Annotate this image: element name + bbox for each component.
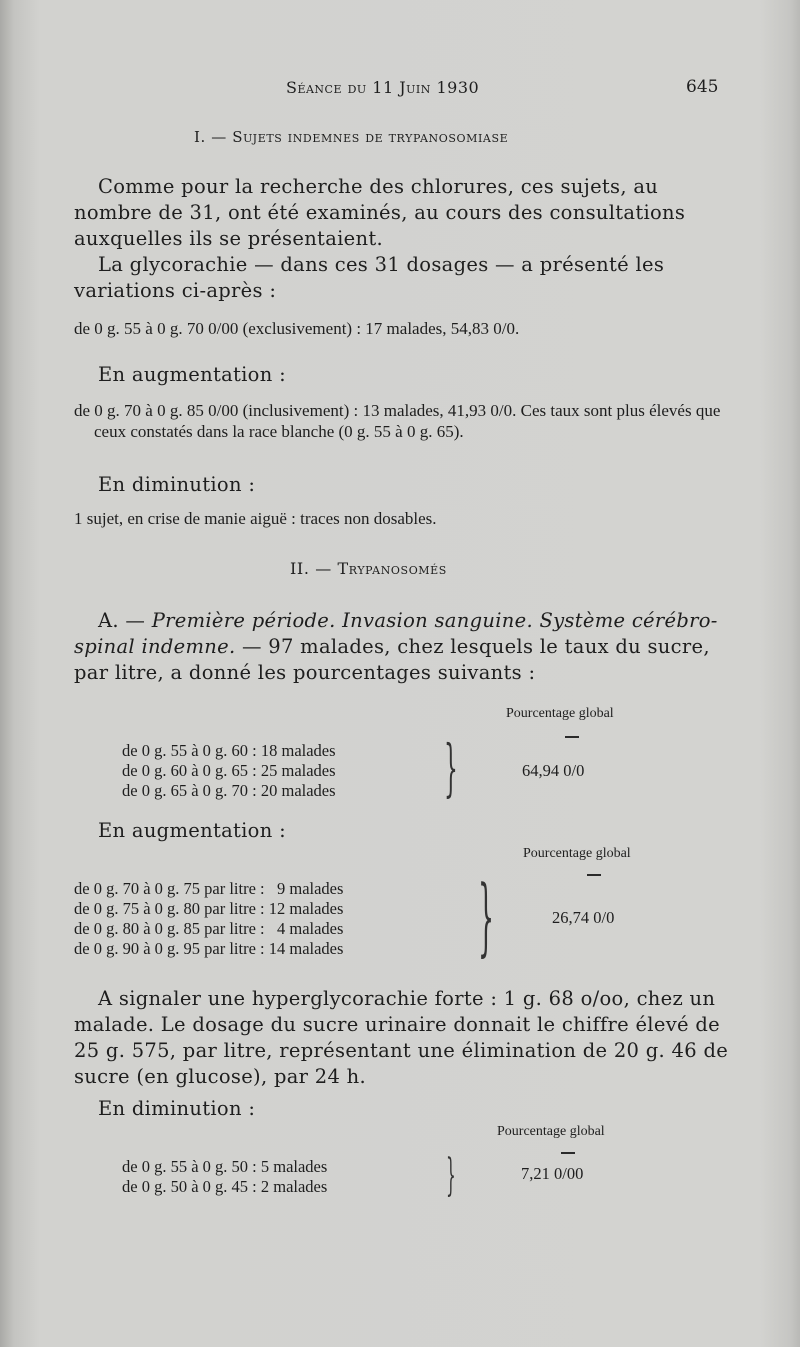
paragraph-a — [74, 608, 734, 686]
page-number: 645 — [686, 77, 719, 97]
table3-header: Pourcentage global — [497, 1124, 605, 1139]
table1-row: de 0 g. 65 à 0 g. 70 : 20 malades — [122, 781, 336, 800]
diminution-label-2: En diminution : — [98, 1097, 256, 1120]
result-line-2: de 0 g. 70 à 0 g. 85 0/00 (inclusivement) : 13 malades, 41,93 0/0. Ces taux sont plus élevés que ceux constatés dans la race blanche (0 g. 55 à 0 g. 65). — [74, 401, 721, 441]
section-heading-1: I. — Sujets indemnes de trypanosomiase — [194, 128, 509, 146]
paragraph-2: La glycorachie — dans ces 31 dosages — a présenté les variations ci-après : — [74, 253, 665, 302]
table3-brace: } — [446, 1150, 456, 1201]
table2-dash — [587, 874, 601, 876]
paragraph-a-prefix: A. — — [98, 609, 146, 632]
paragraph-1: Comme pour la recherche des chlorures, ces sujets, au nombre de 31, ont été examinés, au cours des consultations auxquelles ils se présentaient. — [74, 175, 686, 250]
paragraph-3: A signaler une hyperglycorachie forte : 1 g. 68 o/oo, chez un malade. Le dosage du sucre urinaire donnait le chiffre élevé de 25 g. 575, par litre, représentant une élimination de 20 g. 46 de sucre (en glucose), par 24 h. — [74, 987, 729, 1088]
table1-dash — [565, 736, 579, 738]
table2-row: de 0 g. 75 à 0 g. 80 par litre : 12 malades — [74, 899, 344, 918]
paragraph-a-italic: Première période. Invasion sanguine. Système cérébro-spinal indemne. — [74, 609, 718, 658]
table2-total: 26,74 0/0 — [552, 908, 615, 927]
table3-row: de 0 g. 50 à 0 g. 45 : 2 malades — [122, 1177, 328, 1196]
table1-header: Pourcentage global — [506, 706, 614, 721]
section-heading-2: II. — Trypanosomés — [290, 559, 447, 578]
running-title: Séance du 11 Juin 1930 — [286, 78, 480, 97]
result-line-3: 1 sujet, en crise de manie aiguë : traces non dosables. — [74, 509, 437, 528]
table2-row: de 0 g. 70 à 0 g. 75 par litre : 9 malades — [74, 879, 344, 898]
augmentation-label-2: En augmentation : — [98, 819, 286, 842]
table2-brace: } — [478, 867, 495, 965]
table3-row: de 0 g. 55 à 0 g. 50 : 5 malades — [122, 1157, 328, 1176]
table1-row: de 0 g. 55 à 0 g. 60 : 18 malades — [122, 741, 336, 760]
table3-total: 7,21 0/00 — [521, 1164, 584, 1183]
diminution-label-1: En diminution : — [98, 473, 256, 496]
table2-header: Pourcentage global — [523, 846, 631, 861]
table3-dash — [561, 1152, 575, 1154]
augmentation-label-1: En augmentation : — [98, 363, 286, 386]
table2-row: de 0 g. 80 à 0 g. 85 par litre : 4 malades — [74, 919, 344, 938]
result-line-1: de 0 g. 55 à 0 g. 70 0/00 (exclusivement) : 17 malades, 54,83 0/0. — [74, 319, 520, 338]
table1-row: de 0 g. 60 à 0 g. 65 : 25 malades — [122, 761, 336, 780]
table2-row: de 0 g. 90 à 0 g. 95 par litre : 14 malades — [74, 939, 344, 958]
table1-brace: } — [444, 731, 458, 804]
table1-total: 64,94 0/0 — [522, 761, 585, 780]
paragraph-a-rest: — 97 malades, chez lesquels le taux du sucre, par litre, a donné les pourcentages suivants : — [74, 635, 710, 684]
